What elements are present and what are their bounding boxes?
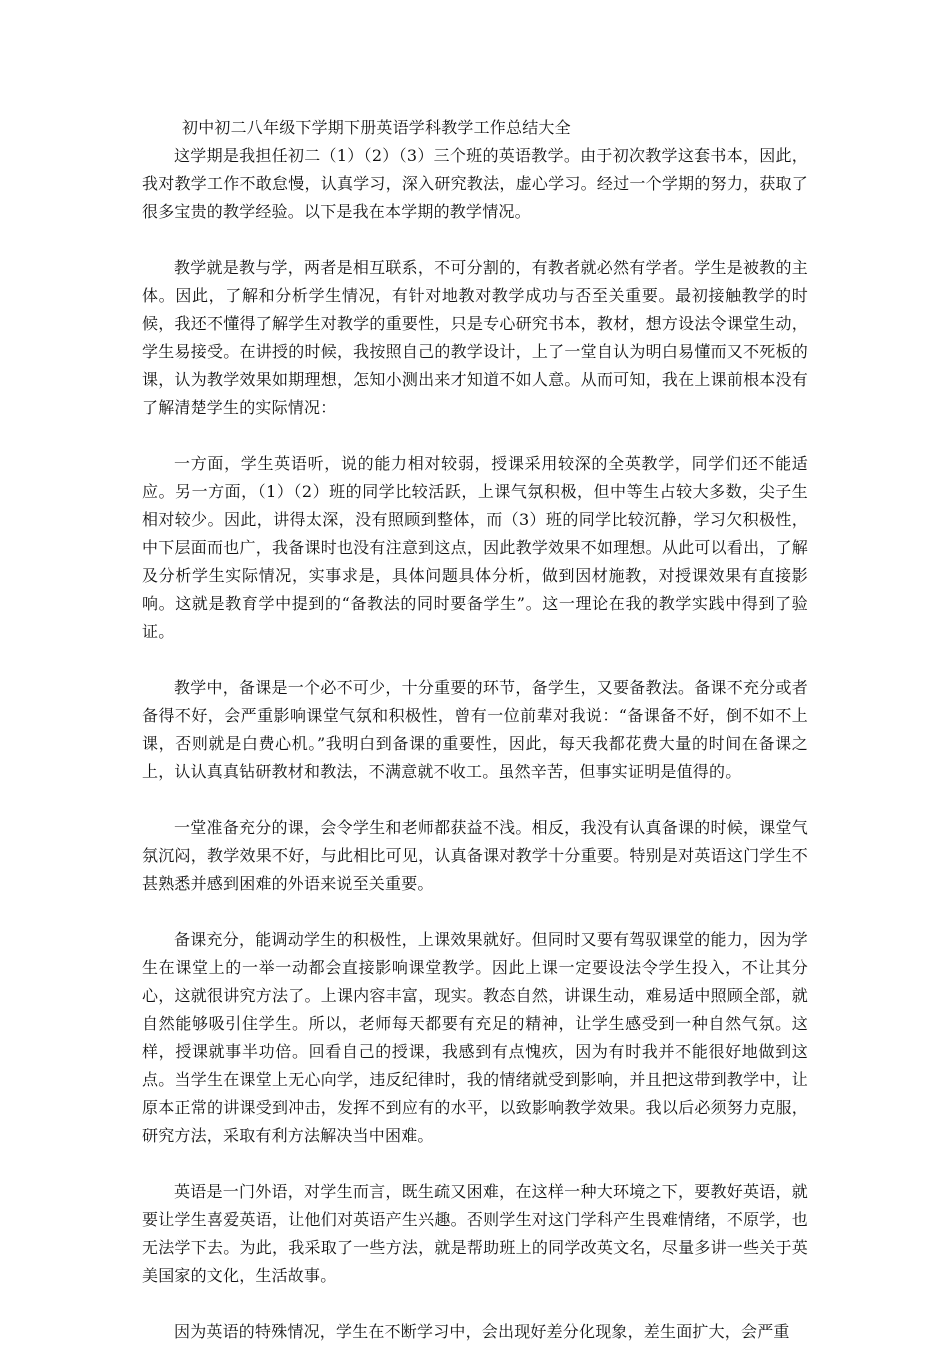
document-page [142,114,808,1346]
paragraph-6: 备课充分，能调动学生的积极性，上课效果就好。但同时又要有驾驭课堂的能力，因为学生在课堂上的一举一动都会直接影响课堂教学。因此上课一定要设法令学生投入，不让其分心，这就很讲究方法了。上课内容丰富，现实。教态自然，讲课生动，难易适中照顾全部，就自然能够吸引住学生。所以，老师每天都要有充足的精神，让学生感受到一种自然气氛。这样，授课就事半功倍。回看自己的授课，我感到有点愧疚，因为有时我并不能很好地做到这点。当学生在课堂上无心向学，违反纪律时，我的情绪就受到影响，并且把这带到教学中，让原本正常的讲课受到冲击，发挥不到应有的水平，以致影响教学效果。我以后必须努力克服，研究方法，采取有利方法解决当中困难。 [142,930,808,1145]
document-title: 初中初二八年级下学期下册英语学科教学工作总结大全 [182,118,571,137]
paragraph-4: 教学中，备课是一个必不可少，十分重要的环节，备学生，又要备教法。备课不充分或者备得不好，会严重影响课堂气氛和积极性，曾有一位前辈对我说：“备课备不好，倒不如不上课，否则就是白费心机。”我明白到备课的重要性，因此，每天我都花费大量的时间在备课之上，认认真真钻研教材和教法，不满意就不收工。虽然辛苦，但事实证明是值得的。 [142,678,808,781]
paragraph-1: 这学期是我担任初二（1）（2）（3）三个班的英语教学。由于初次教学这套书本，因此，我对教学工作不敢怠慢，认真学习，深入研究教法，虚心学习。经过一个学期的努力，获取了很多宝贵的教学经验。以下是我在本学期的教学情况。 [142,146,808,221]
paragraph-5: 一堂准备充分的课，会令学生和老师都获益不浅。相反，我没有认真备课的时候，课堂气氛沉闷，教学效果不好，与此相比可见，认真备课对教学十分重要。特别是对英语这门学生不甚熟悉并感到困难的外语来说至关重要。 [142,818,808,893]
paragraph-2: 教学就是教与学，两者是相互联系，不可分割的，有教者就必然有学者。学生是被教的主体。因此，了解和分析学生情况，有针对地教对教学成功与否至关重要。最初接触教学的时候，我还不懂得了解学生对教学的重要性，只是专心研究书本，教材，想方设法令课堂生动，学生易接受。在讲授的时候，我按照自己的教学设计，上了一堂自认为明白易懂而又不死板的课，认为教学效果如期理想，怎知小测出来才知道不如人意。从而可知，我在上课前根本没有了解清楚学生的实际情况： [142,258,808,417]
paragraph-3: 一方面，学生英语听，说的能力相对较弱，授课采用较深的全英教学，同学们还不能适应。另一方面，（1）（2）班的同学比较活跃，上课气氛积极，但中等生占较大多数，尖子生相对较少。因此，讲得太深，没有照顾到整体，而（3）班的同学比较沉静，学习欠积极性，中下层面而也广，我备课时也没有注意到这点，因此教学效果不如理想。从此可以看出，了解及分析学生实际情况，实事求是，具体问题具体分析，做到因材施教，对授课效果有直接影响。这就是教育学中提到的“备教法的同时要备学生”。这一理论在我的教学实践中得到了验证。 [142,454,808,641]
paragraph-7: 英语是一门外语，对学生而言，既生疏又困难，在这样一种大环境之下，要教好英语，就要让学生喜爱英语，让他们对英语产生兴趣。否则学生对这门学科产生畏难情绪，不原学，也无法学下去。为此，我采取了一些方法，就是帮助班上的同学改英文名，尽量多讲一些关于英美国家的文化，生活故事。 [142,1182,808,1285]
paragraph-8: 因为英语的特殊情况，学生在不断学习中，会出现好差分化现象，差生面扩大，会严重 [174,1322,790,1341]
